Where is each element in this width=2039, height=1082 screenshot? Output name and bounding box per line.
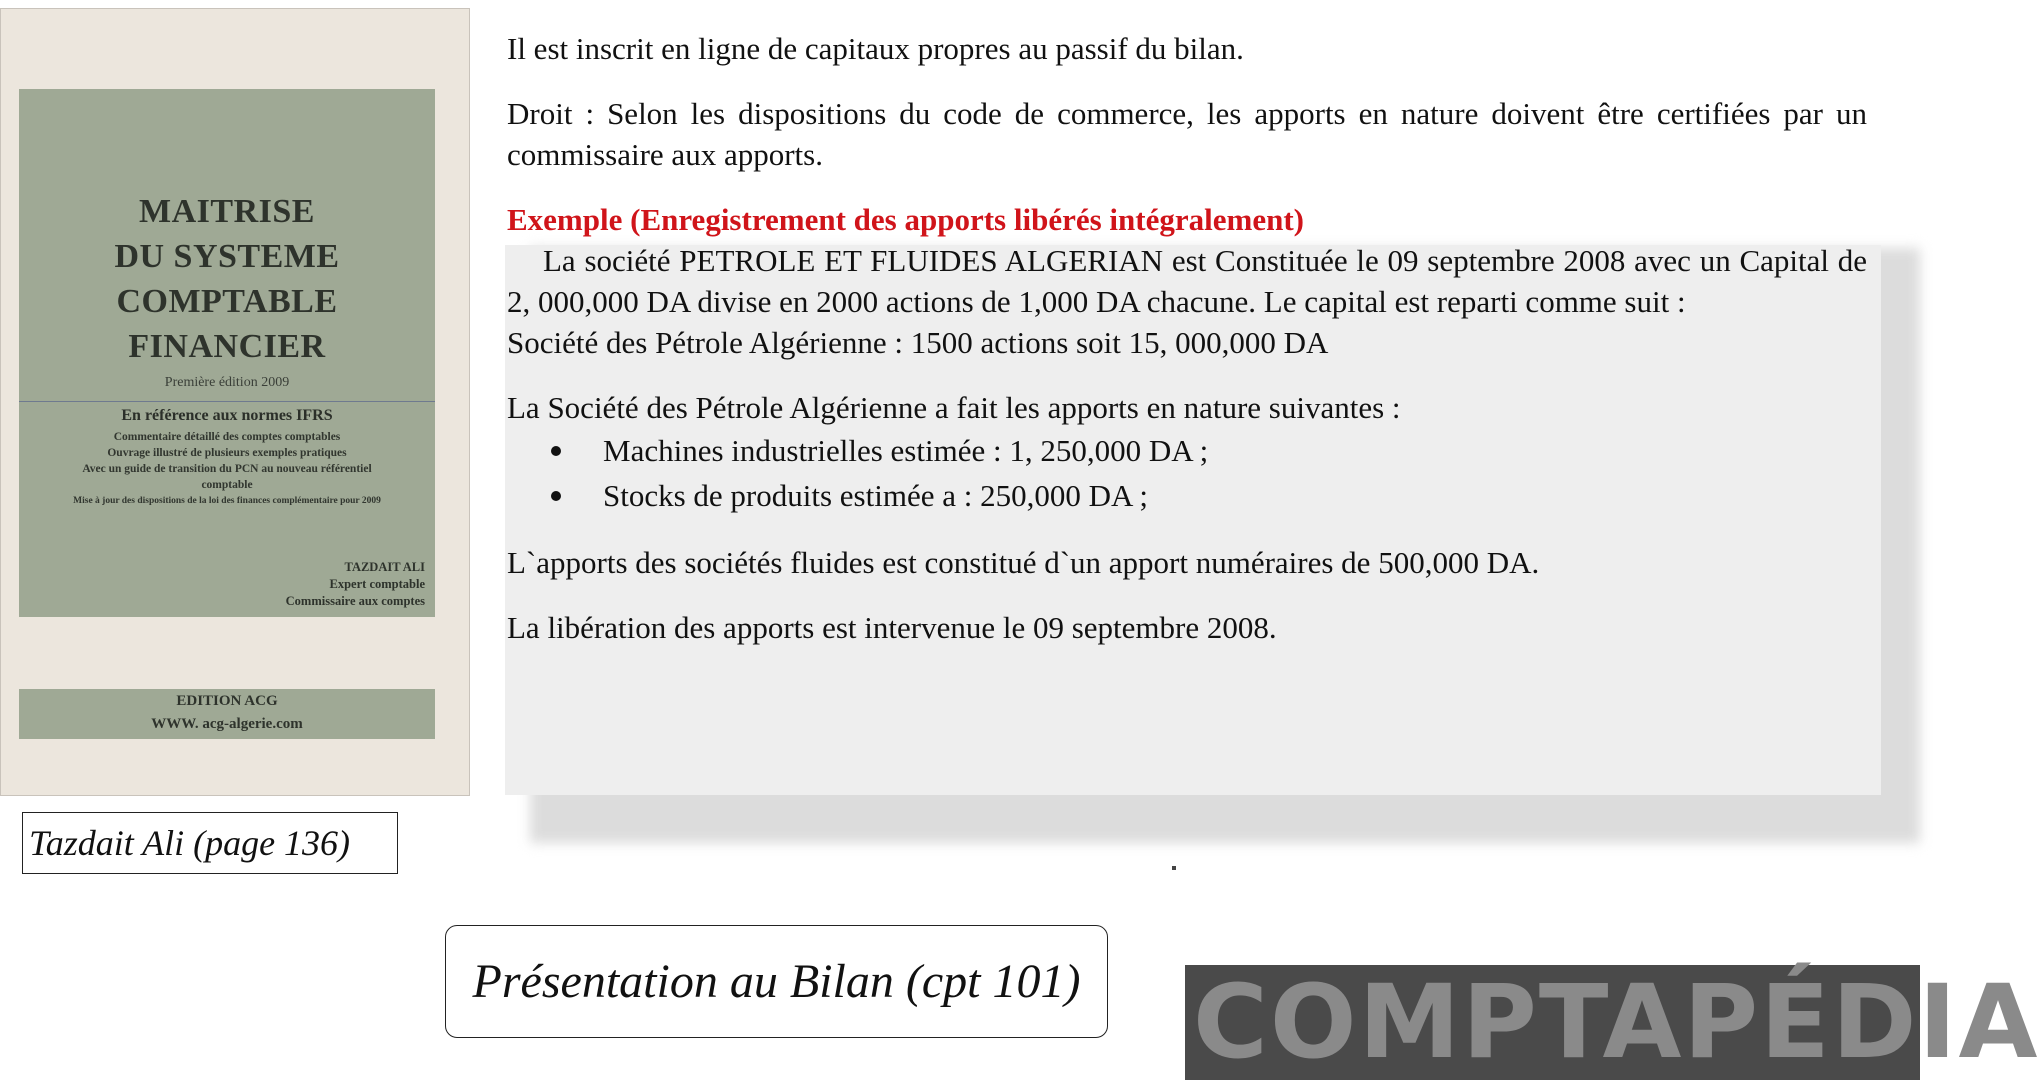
paragraph: La Société des Pétrole Algérienne a fait les apports en nature suivantes : bbox=[507, 390, 1401, 425]
cover-divider bbox=[19, 401, 435, 402]
cover-author-title: Expert comptable bbox=[329, 577, 425, 591]
cover-title-line: FINANCIER bbox=[128, 328, 326, 365]
cover-description-line: comptable bbox=[201, 479, 253, 491]
main-text bbox=[507, 28, 1867, 648]
cover-description-line: Commentaire détaillé des comptes comptables bbox=[113, 431, 341, 443]
cover-publisher: EDITION ACG bbox=[176, 693, 278, 709]
cover-edition: Première édition 2009 bbox=[164, 375, 290, 390]
paragraph: La libération des apports est intervenue le 09 septembre 2008. bbox=[507, 610, 1277, 645]
cover-author bbox=[286, 559, 425, 610]
cover-description-line: Avec un guide de transition du PCN au nouveau référentiel bbox=[82, 463, 372, 475]
bullet-icon bbox=[551, 446, 561, 456]
stray-dot bbox=[1172, 866, 1176, 870]
book-cover-image bbox=[0, 8, 470, 796]
bilan-presentation-label: Présentation au Bilan (cpt 101) bbox=[445, 925, 1108, 1038]
comptapedia-logo bbox=[1185, 963, 2039, 1082]
cover-title-line: DU SYSTEME bbox=[114, 238, 340, 275]
cover-title-line: COMPTABLE bbox=[116, 283, 338, 320]
list-item-text: Machines industrielles estimée : 1, 250,000 DA ; bbox=[603, 433, 1209, 468]
paragraph: La société PETROLE ET FLUIDES ALGERIAN est Constituée le 09 septembre 2008 avec un Capital de 2, 000,000 DA divise en 2000 actions de 1,000 DA chacune. Le capital est reparti comme suit : bbox=[507, 243, 1867, 319]
cover-caption: Tazdait Ali (page 136) bbox=[22, 812, 398, 874]
cover-title-line: MAITRISE bbox=[139, 193, 315, 230]
cover-panel bbox=[19, 89, 435, 617]
cover-description-line: Ouvrage illustré de plusieurs exemples pratiques bbox=[107, 447, 347, 459]
paragraph: Société des Pétrole Algérienne : 1500 actions soit 15, 000,000 DA bbox=[507, 325, 1329, 360]
cover-description bbox=[29, 429, 425, 509]
bullet-icon bbox=[551, 491, 561, 501]
list-item-text: Stocks de produits estimée a : 250,000 DA ; bbox=[603, 478, 1149, 513]
cover-title bbox=[19, 189, 435, 369]
example-heading: Exemple (Enregistrement des apports libérés intégralement) bbox=[507, 202, 1304, 237]
logo-text: COMPTAPÉDIA bbox=[1193, 963, 2039, 1082]
list-item bbox=[507, 428, 1867, 473]
cover-author-name: TAZDAIT ALI bbox=[344, 560, 425, 574]
paragraph: L`apports des sociétés fluides est constitué d`un apport numéraires de 500,000 DA. bbox=[507, 545, 1540, 580]
cover-publisher-band bbox=[19, 689, 435, 739]
cover-author-title: Commissaire aux comptes bbox=[285, 594, 425, 608]
paragraph: Il est inscrit en ligne de capitaux propres au passif du bilan. bbox=[507, 31, 1244, 66]
bullet-list bbox=[507, 428, 1867, 518]
cover-description-line: Mise à jour des dispositions de la loi des finances complémentaire pour 2009 bbox=[73, 496, 381, 506]
cover-reference: En référence aux normes IFRS bbox=[121, 407, 333, 424]
paragraph: Droit : Selon les dispositions du code de commerce, les apports en nature doivent être certifiées par un commissaire aux apports. bbox=[507, 96, 1867, 172]
cover-website: WWW. acg-algerie.com bbox=[151, 716, 303, 732]
list-item bbox=[507, 473, 1867, 518]
